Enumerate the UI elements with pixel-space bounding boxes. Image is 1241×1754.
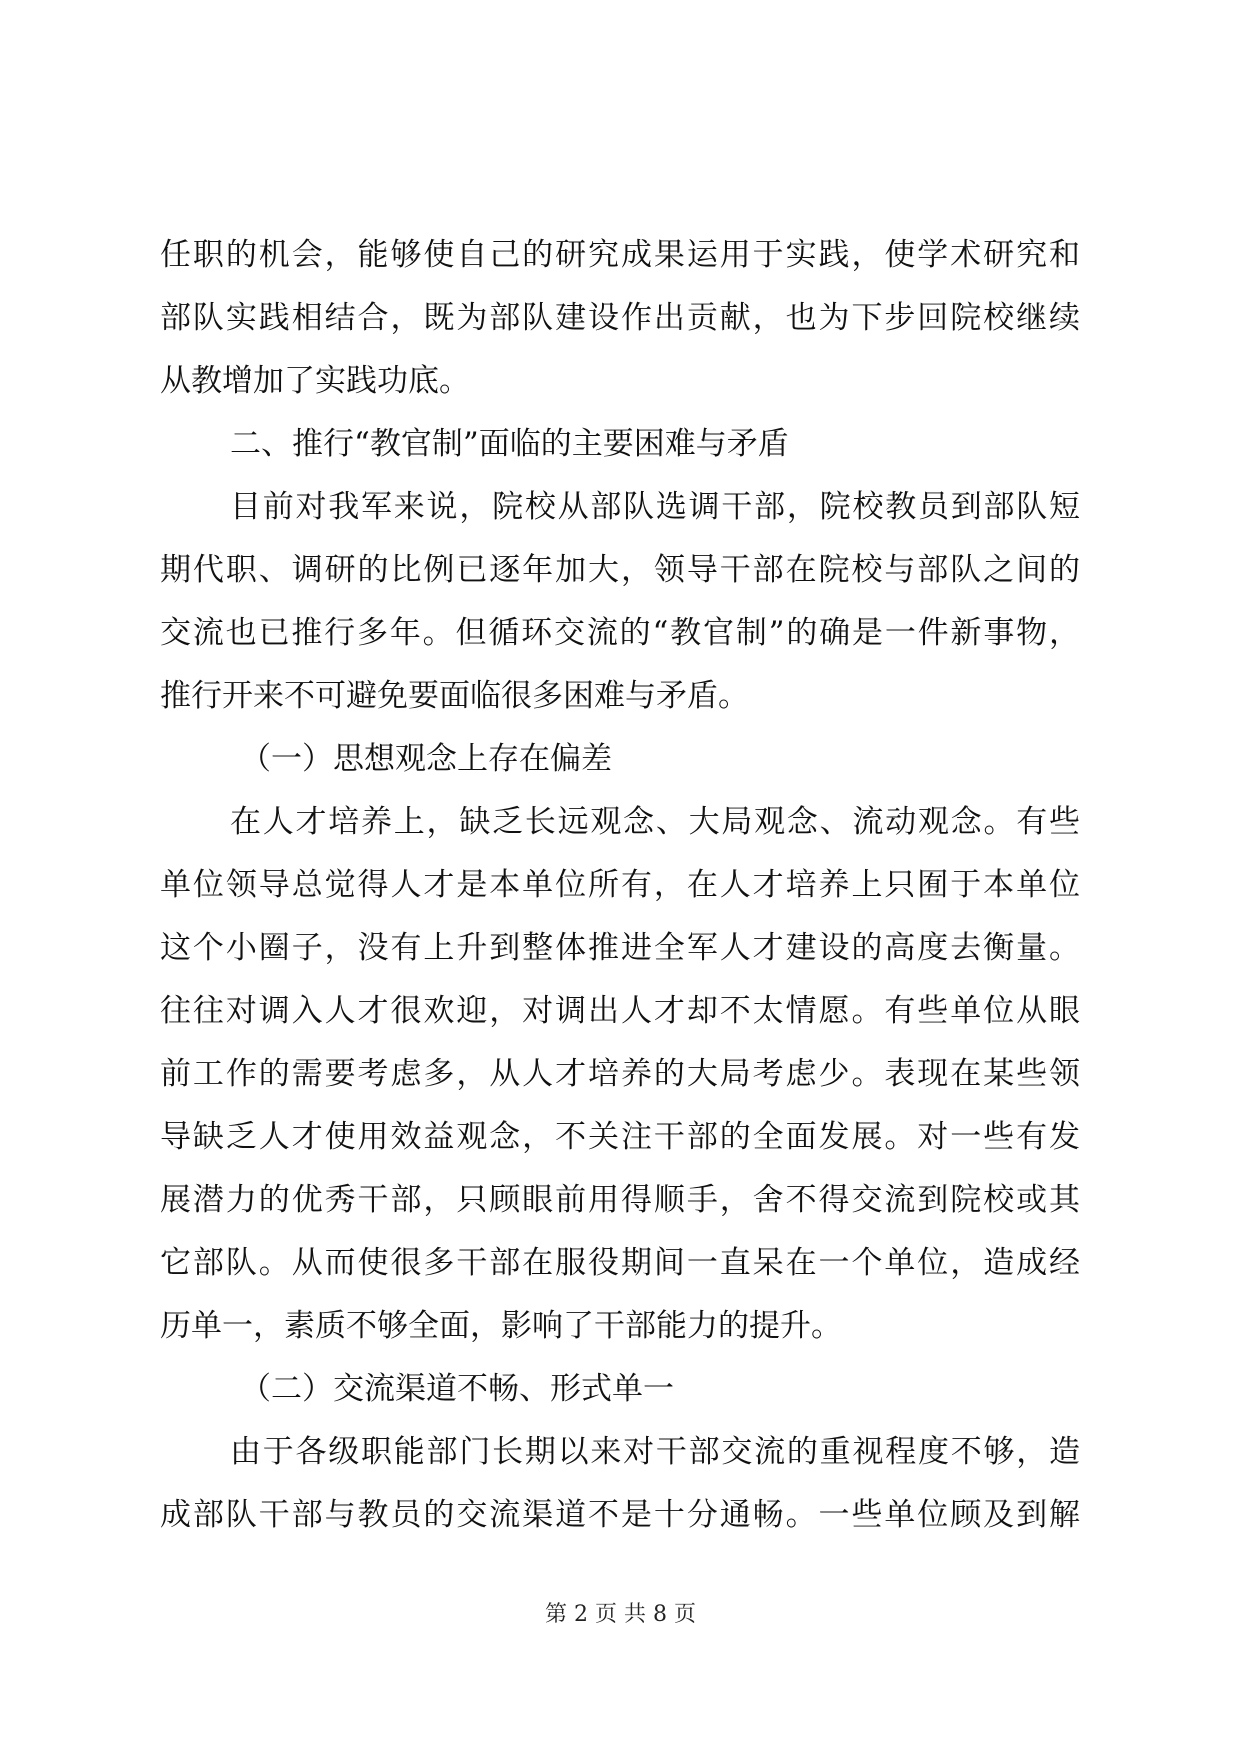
subsection-heading: （一）思想观念上存在偏差: [240, 741, 612, 777]
paragraph-line: 这个小圈子，没有上升到整体推进全军人才建设的高度去衡量。: [160, 930, 1080, 966]
paragraph-line: 由于各级职能部门长期以来对干部交流的重视程度不够，造: [230, 1434, 1080, 1470]
subsection-heading: （二）交流渠道不畅、形式单一: [240, 1371, 674, 1407]
paragraph-line: 目前对我军来说，院校从部队选调干部，院校教员到部队短: [230, 489, 1080, 525]
paragraph-line: 单位领导总觉得人才是本单位所有，在人才培养上只囿于本单位: [160, 867, 1080, 903]
paragraph-line: 部队实践相结合，既为部队建设作出贡献，也为下步回院校继续: [160, 300, 1080, 336]
section-heading: 二、推行“教官制”面临的主要困难与矛盾: [230, 426, 789, 462]
paragraph-line: 导缺乏人才使用效益观念，不关注干部的全面发展。对一些有发: [160, 1119, 1080, 1155]
paragraph-line: 期代职、调研的比例已逐年加大，领导干部在院校与部队之间的: [160, 552, 1080, 588]
paragraph-line: 在人才培养上，缺乏长远观念、大局观念、流动观念。有些: [230, 804, 1080, 840]
page-number-footer: 第 2 页 共 8 页: [545, 1602, 696, 1627]
paragraph-line: 往往对调入人才很欢迎，对调出人才却不太情愿。有些单位从眼: [160, 993, 1080, 1029]
paragraph-line: 前工作的需要考虑多，从人才培养的大局考虑少。表现在某些领: [160, 1056, 1080, 1092]
paragraph-line: 它部队。从而使很多干部在服役期间一直呆在一个单位，造成经: [160, 1245, 1080, 1281]
paragraph-line: 任职的机会，能够使自己的研究成果运用于实践，使学术研究和: [160, 237, 1080, 273]
paragraph-line: 展潜力的优秀干部，只顾眼前用得顺手，舍不得交流到院校或其: [160, 1182, 1080, 1218]
paragraph-line: 成部队干部与教员的交流渠道不是十分通畅。一些单位顾及到解: [160, 1497, 1080, 1533]
paragraph-line: 历单一，素质不够全面，影响了干部能力的提升。: [160, 1308, 842, 1344]
document-body: [160, 224, 1080, 1547]
paragraph-line: 推行开来不可避免要面临很多困难与矛盾。: [160, 678, 749, 714]
paragraph-line: 交流也已推行多年。但循环交流的“教官制”的确是一件新事物，: [160, 615, 1080, 651]
paragraph-line: 从教增加了实践功底。: [160, 363, 470, 399]
